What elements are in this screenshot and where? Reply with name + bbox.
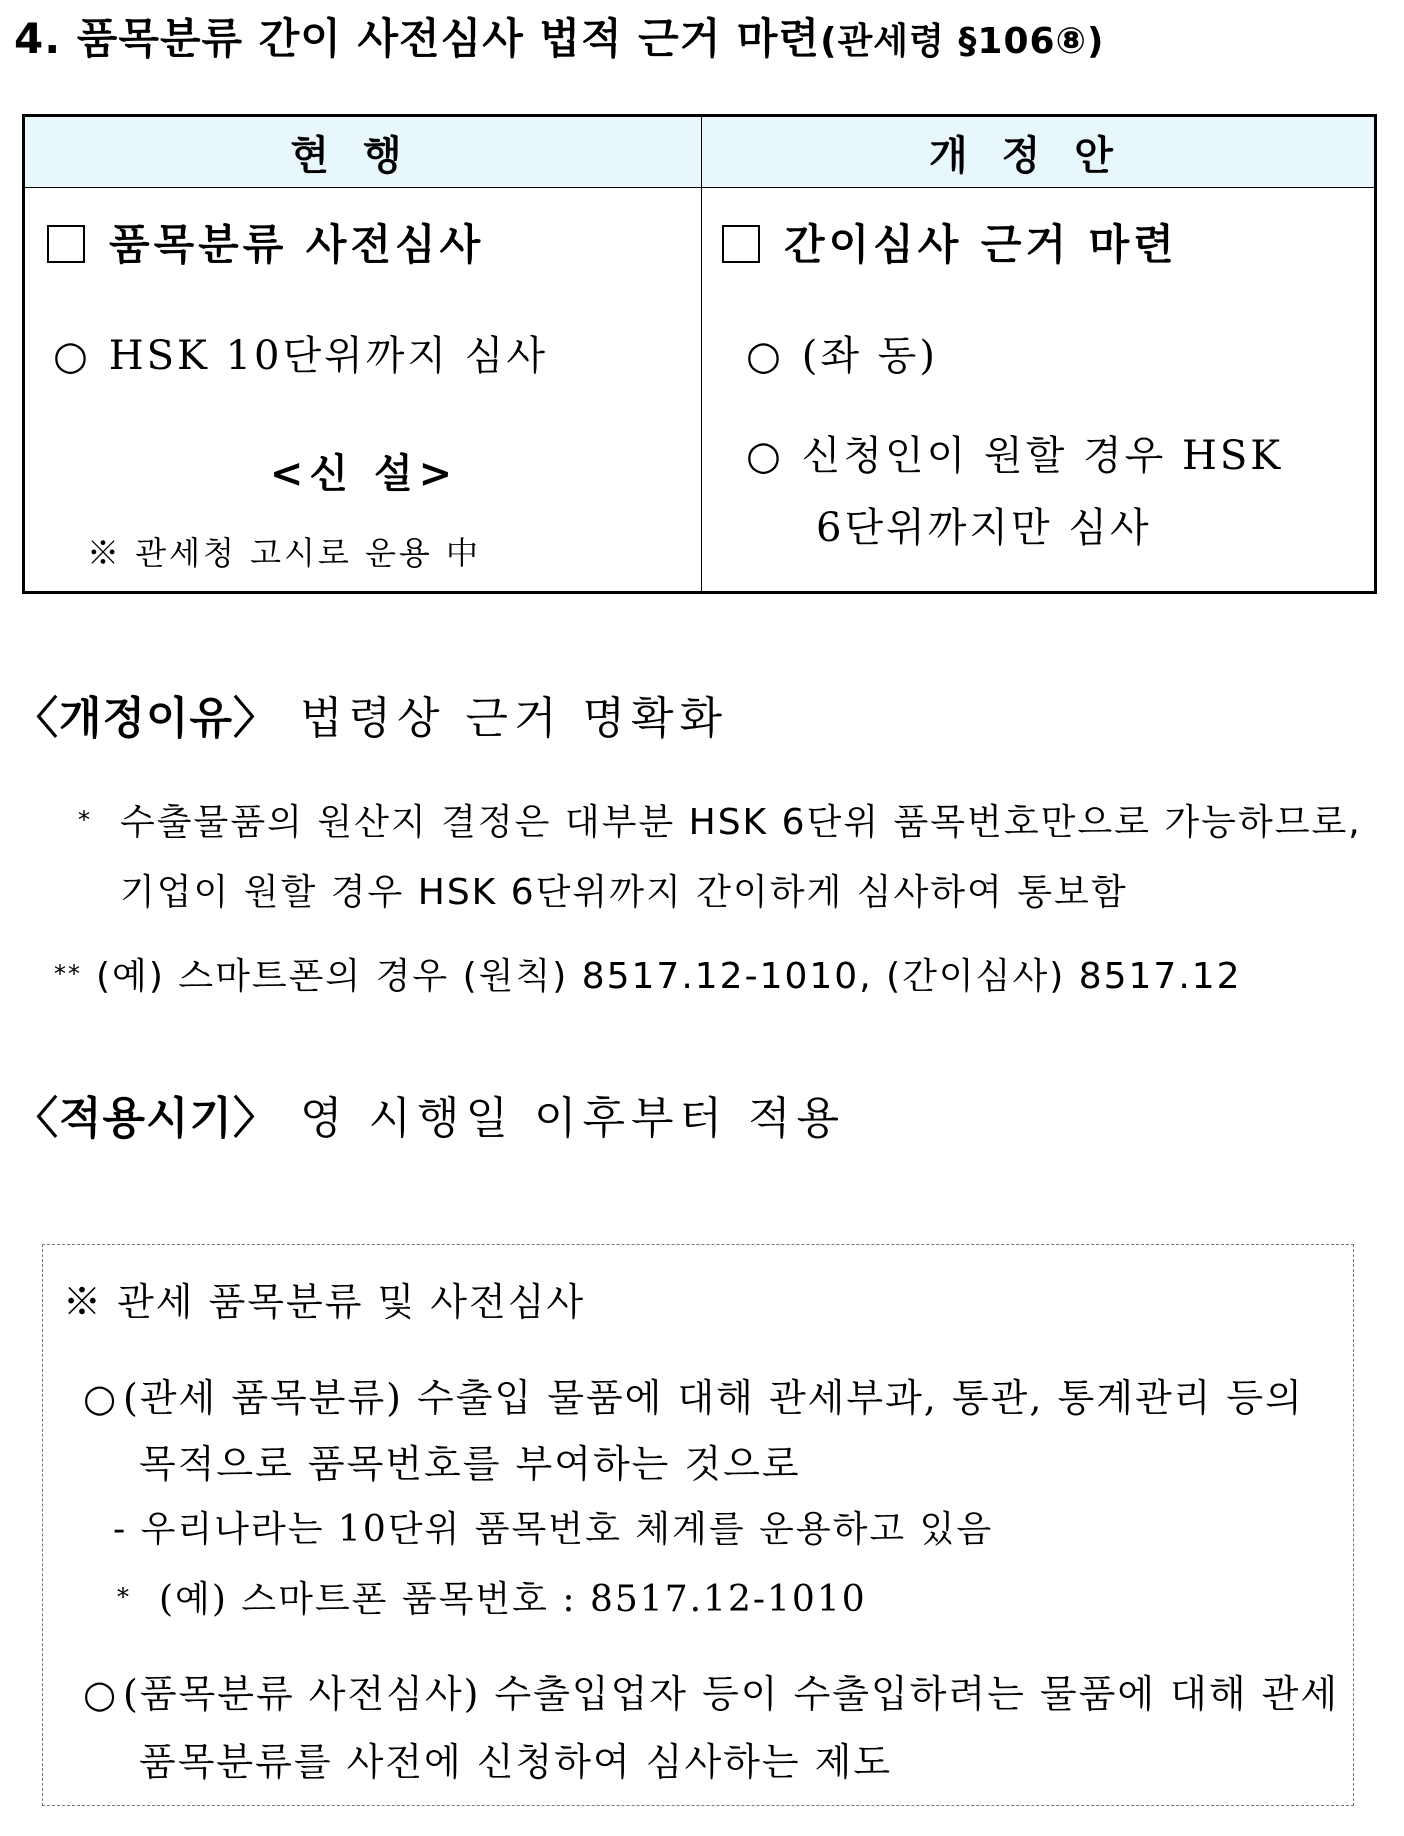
current-item-row [53,324,548,381]
box-title: ※ 관세 품목분류 및 사전심사 [63,1280,586,1324]
current-heading: 품목분류 사전심사 [109,220,485,269]
reason-note2-text: (예) 스마트폰의 경우 (원칙) 8517.12-1010, (간이심사) 8517.12 [96,956,1242,997]
current-cell [24,188,702,593]
box-p1-line2: 목적으로 품목번호를 부여하는 것으로 [139,1442,801,1486]
proposed-cell [702,188,1376,593]
box-p1-example-text: (예) 스마트폰 품목번호 : 8517.12-1010 [159,1579,867,1620]
proposed-item2-line2: 6단위까지만 심사 [816,505,1152,551]
proposed-item1-text: (좌 동) [801,333,938,379]
apply-text: 영 시행일 이후부터 적용 [300,1093,846,1144]
apply-label: 〈적용시기〉 [14,1093,279,1144]
title-main: 4. 품목분류 간이 사전심사 법적 근거 마련 [14,14,821,63]
document-title [14,6,1104,66]
box-p2-line1 [83,1663,1339,1718]
circle-bullet-icon: ○ [83,1376,119,1420]
reason-note1-line2: 기업이 원할 경우 HSK 6단위까지 간이하게 심사하여 통보함 [120,872,1128,913]
current-item-text: HSK 10단위까지 심사 [108,333,549,379]
reason-text: 법령상 근거 명확화 [300,693,729,744]
box-p1-example [117,1571,867,1622]
box-p2-line2: 품목분류를 사전에 신청하여 심사하는 제도 [139,1740,893,1784]
current-note: ※ 관세청 고시로 운용 中 [87,534,481,572]
proposed-heading-row [722,212,1178,272]
apply-section [14,1082,845,1146]
box-p1-dash: - 우리나라는 10단위 품목번호 체계를 운용하고 있음 [113,1509,994,1550]
title-reference: (관세령 §106⑧) [820,21,1105,62]
new-label: <신 설> [269,450,459,497]
proposed-heading: 간이심사 근거 마련 [784,220,1178,269]
asterisk-marker: * [117,1583,131,1611]
double-asterisk-marker: ** [54,960,82,988]
checkbox-square-icon [722,225,760,263]
header-proposed: 개정안 [702,116,1376,188]
proposed-item2-line1: 신청인이 원할 경우 HSK [801,433,1284,479]
reference-box [42,1244,1354,1806]
circle-bullet-icon: ○ [746,333,784,379]
proposed-item1-row [746,324,938,381]
current-heading-row [47,212,484,272]
proposed-item2-row [746,424,1283,481]
box-p2-text: (품목분류 사전심사) 수출입업자 등이 수출입하려는 물품에 대해 관세 [123,1672,1340,1716]
reason-note2 [54,948,1242,999]
circle-bullet-icon: ○ [746,433,784,479]
box-p1-text: (관세 품목분류) 수출입 물품에 대해 관세부과, 통관, 통계관리 등의 [123,1376,1304,1420]
comparison-table [22,114,1377,594]
box-p1-line1 [83,1367,1304,1422]
checkbox-square-icon [47,225,85,263]
reason-note1-text: 수출물품의 원산지 결정은 대부분 HSK 6단위 품목번호만으로 가능하므로, [120,802,1362,843]
reason-section [14,682,728,746]
header-current: 현행 [24,116,702,188]
reason-note1-line1 [78,794,1362,845]
circle-bullet-icon: ○ [83,1672,119,1716]
reason-label: 〈개정이유〉 [14,693,279,744]
circle-bullet-icon: ○ [53,333,91,379]
asterisk-marker: * [78,806,92,834]
